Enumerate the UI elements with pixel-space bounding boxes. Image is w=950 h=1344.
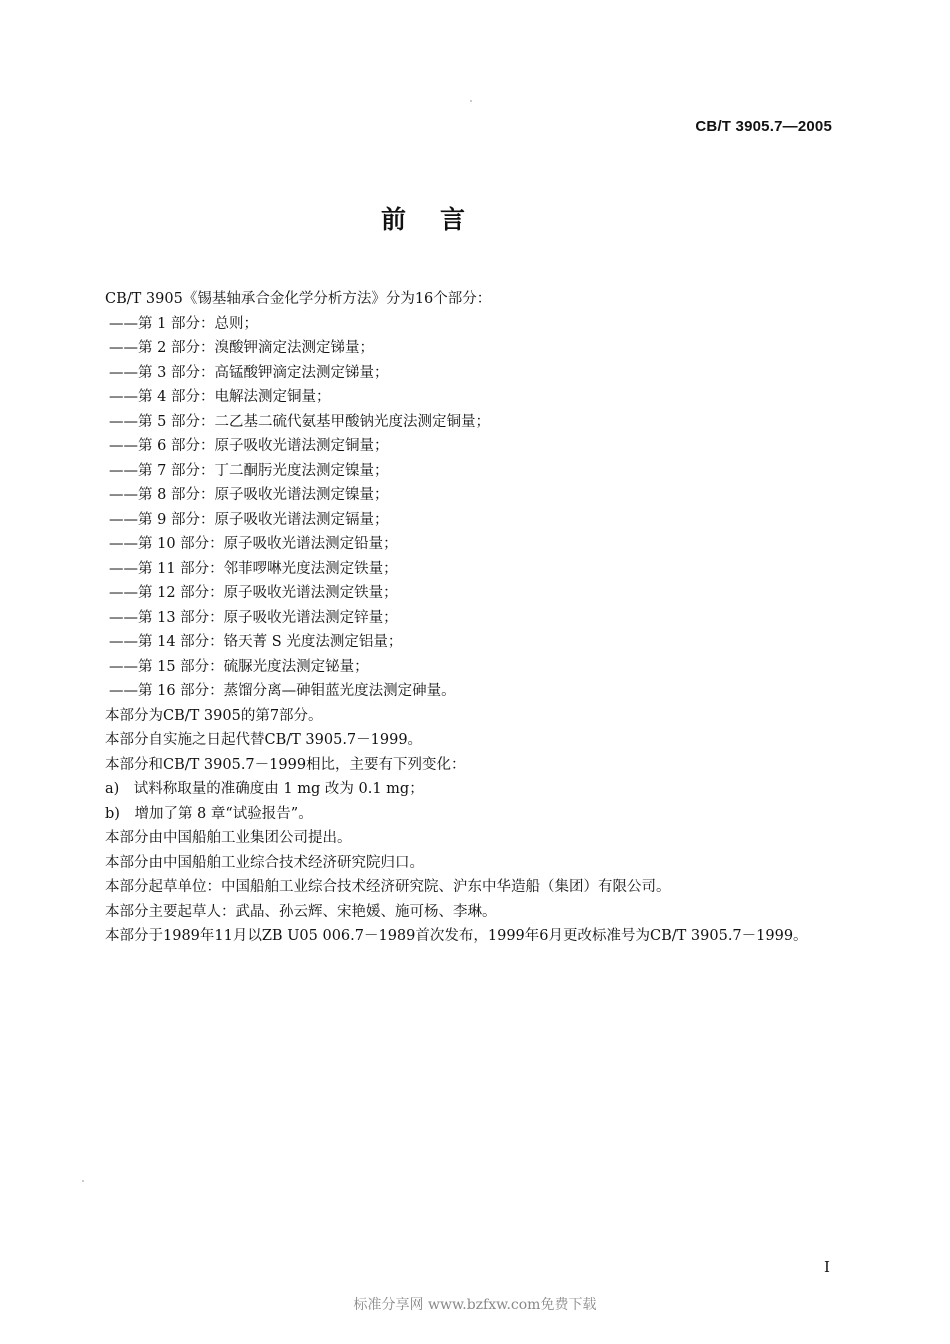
parts-list-item: ——第 14 部分：铬天菁 S 光度法测定铝量； bbox=[109, 634, 403, 650]
standard-code: CB/T 3905.7—2005 bbox=[695, 118, 832, 135]
page-number: I bbox=[824, 1258, 830, 1276]
parts-list-item: ——第 8 部分：原子吸收光谱法测定镍量； bbox=[109, 487, 389, 503]
parts-list-item: ——第 3 部分：高锰酸钾滴定法测定锑量； bbox=[109, 364, 389, 381]
replaces-statement: 本部分自实施之日起代替CB/T 3905.7－1999。 bbox=[105, 732, 423, 748]
history-statement: 本部分于1989年11月以ZB U05 006.7－1989首次发布，1999年6月更改标准号为CB/T 3905.7－1999。 bbox=[105, 928, 808, 944]
parts-list-item: ——第 2 部分：溴酸钾滴定法测定锑量； bbox=[109, 340, 374, 356]
parts-list-item: ——第 1 部分：总则； bbox=[109, 315, 258, 332]
administrator-statement: 本部分由中国船舶工业综合技术经济研究院归口。 bbox=[105, 854, 424, 871]
parts-list bbox=[105, 312, 865, 704]
footer-watermark: 标准分享网 www.bzfxw.com免费下载 bbox=[353, 1297, 597, 1313]
parts-list-item: ——第 4 部分：电解法测定铜量； bbox=[109, 389, 331, 405]
drafting-units-statement: 本部分起草单位：中国船舶工业综合技术经济研究院、沪东中华造船（集团）有限公司。 bbox=[105, 879, 671, 895]
changes-intro: 本部分和CB/T 3905.7－1999相比，主要有下列变化： bbox=[105, 756, 466, 773]
parts-list-item: ——第 9 部分：原子吸收光谱法测定镉量； bbox=[109, 511, 389, 528]
parts-list-item: ——第 12 部分：原子吸收光谱法测定铁量； bbox=[109, 585, 398, 601]
parts-list-item: ——第 6 部分：原子吸收光谱法测定铜量； bbox=[109, 438, 389, 454]
changes-list bbox=[105, 777, 865, 826]
page-title: 前言 bbox=[380, 205, 499, 234]
parts-list-item: ——第 15 部分：硫脲光度法测定铋量； bbox=[109, 658, 369, 675]
foreword-body bbox=[105, 287, 865, 949]
proposer-statement: 本部分由中国船舶工业集团公司提出。 bbox=[105, 830, 352, 846]
drafters-statement: 本部分主要起草人：武晶、孙云辉、宋艳媛、施可杨、李琳。 bbox=[105, 903, 497, 920]
change-item-b: b) 增加了第 8 章“试验报告”。 bbox=[105, 805, 313, 822]
intro-paragraph: CB/T 3905《锡基轴承合金化学分析方法》分为16个部分： bbox=[105, 291, 492, 307]
parts-list-item: ——第 13 部分：原子吸收光谱法测定锌量； bbox=[109, 609, 398, 626]
part-of-statement: 本部分为CB/T 3905的第7部分。 bbox=[105, 707, 323, 724]
parts-list-item: ——第 5 部分：二乙基二硫代氨基甲酸钠光度法测定铜量； bbox=[109, 413, 490, 430]
parts-list-item: ——第 11 部分：邻菲啰啉光度法测定铁量； bbox=[109, 560, 398, 577]
change-item-a: a) 试料称取量的准确度由 1 mg 改为 0.1 mg； bbox=[105, 781, 424, 797]
parts-list-item: ——第 10 部分：原子吸收光谱法测定铅量； bbox=[109, 536, 398, 552]
parts-list-item: ——第 16 部分：蒸馏分离—砷钼蓝光度法测定砷量。 bbox=[109, 683, 456, 699]
scan-speck bbox=[82, 1180, 84, 1182]
scan-speck bbox=[470, 100, 472, 102]
parts-list-item: ——第 7 部分：丁二酮肟光度法测定镍量； bbox=[109, 462, 389, 479]
